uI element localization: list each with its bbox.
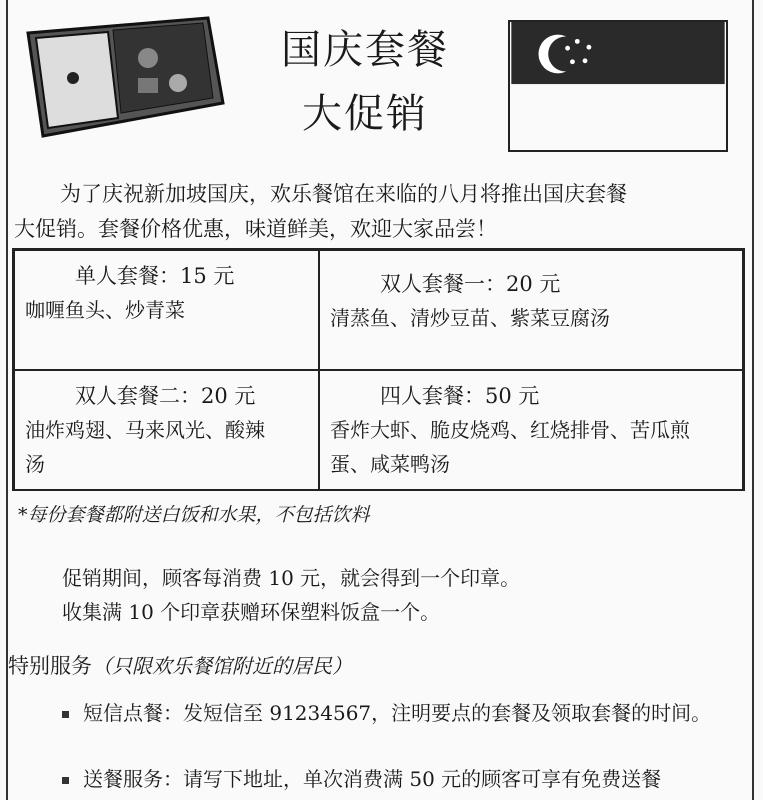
- heading-text: 特别服务: [8, 654, 92, 678]
- menu-table: [12, 248, 745, 491]
- menu-name: 双人套餐一：20 元: [380, 272, 561, 296]
- menu-cell: [319, 250, 743, 370]
- bento-box-illustration: [18, 8, 228, 138]
- singapore-flag: [508, 20, 728, 152]
- promo-text: 收集满 10 个印章获赠环保塑料饭盒一个。: [62, 600, 441, 624]
- service-text: 送餐服务：请写下地址，单次消费满 50 元的顾客可享有免费送餐: [83, 767, 662, 791]
- footnote: *每份套餐都附送白饭和水果，不包括饮料: [18, 504, 370, 526]
- menu-name: 双人套餐二：20 元: [75, 384, 256, 408]
- page-border: [6, 0, 8, 800]
- menu-cell: [319, 370, 743, 490]
- menu-dishes: 油炸鸡翅、马来风光、酸辣汤: [25, 418, 265, 476]
- promo-text: 促销期间，顾客每消费 10 元，就会得到一个印章。: [62, 566, 521, 590]
- service-item: [62, 696, 742, 730]
- bullet-icon: [62, 711, 69, 718]
- menu-cell: [14, 250, 319, 370]
- page-border: [752, 0, 754, 800]
- service-item: [62, 762, 742, 796]
- menu-dishes: 清蒸鱼、清炒豆苗、紫菜豆腐汤: [330, 306, 610, 330]
- bullet-icon: [62, 777, 69, 784]
- menu-cell: [14, 370, 319, 490]
- title-line: 国庆套餐: [281, 27, 449, 73]
- menu-name: 单人套餐：15 元: [75, 264, 235, 288]
- menu-dishes: 咖喱鱼头、炒青菜: [25, 298, 185, 322]
- intro-text: 为了庆祝新加坡国庆，欢乐餐馆在来临的八月将推出国庆套餐: [60, 182, 627, 206]
- title-line: 大促销: [302, 91, 428, 137]
- service-text: 短信点餐：发短信至 91234567，注明要点的套餐及领取套餐的时间。: [83, 701, 712, 725]
- menu-dishes: 香炸大虾、脆皮烧鸡、红烧排骨、苦瓜煎蛋、咸菜鸭汤: [330, 418, 690, 476]
- page-title: [230, 18, 500, 146]
- special-services-heading: [8, 650, 352, 680]
- heading-note: （只限欢乐餐馆附近的居民）: [92, 654, 352, 678]
- menu-name: 四人套餐：50 元: [380, 384, 540, 408]
- intro-text: 大促销。套餐价格优惠，味道鲜美，欢迎大家品尝！: [14, 217, 497, 241]
